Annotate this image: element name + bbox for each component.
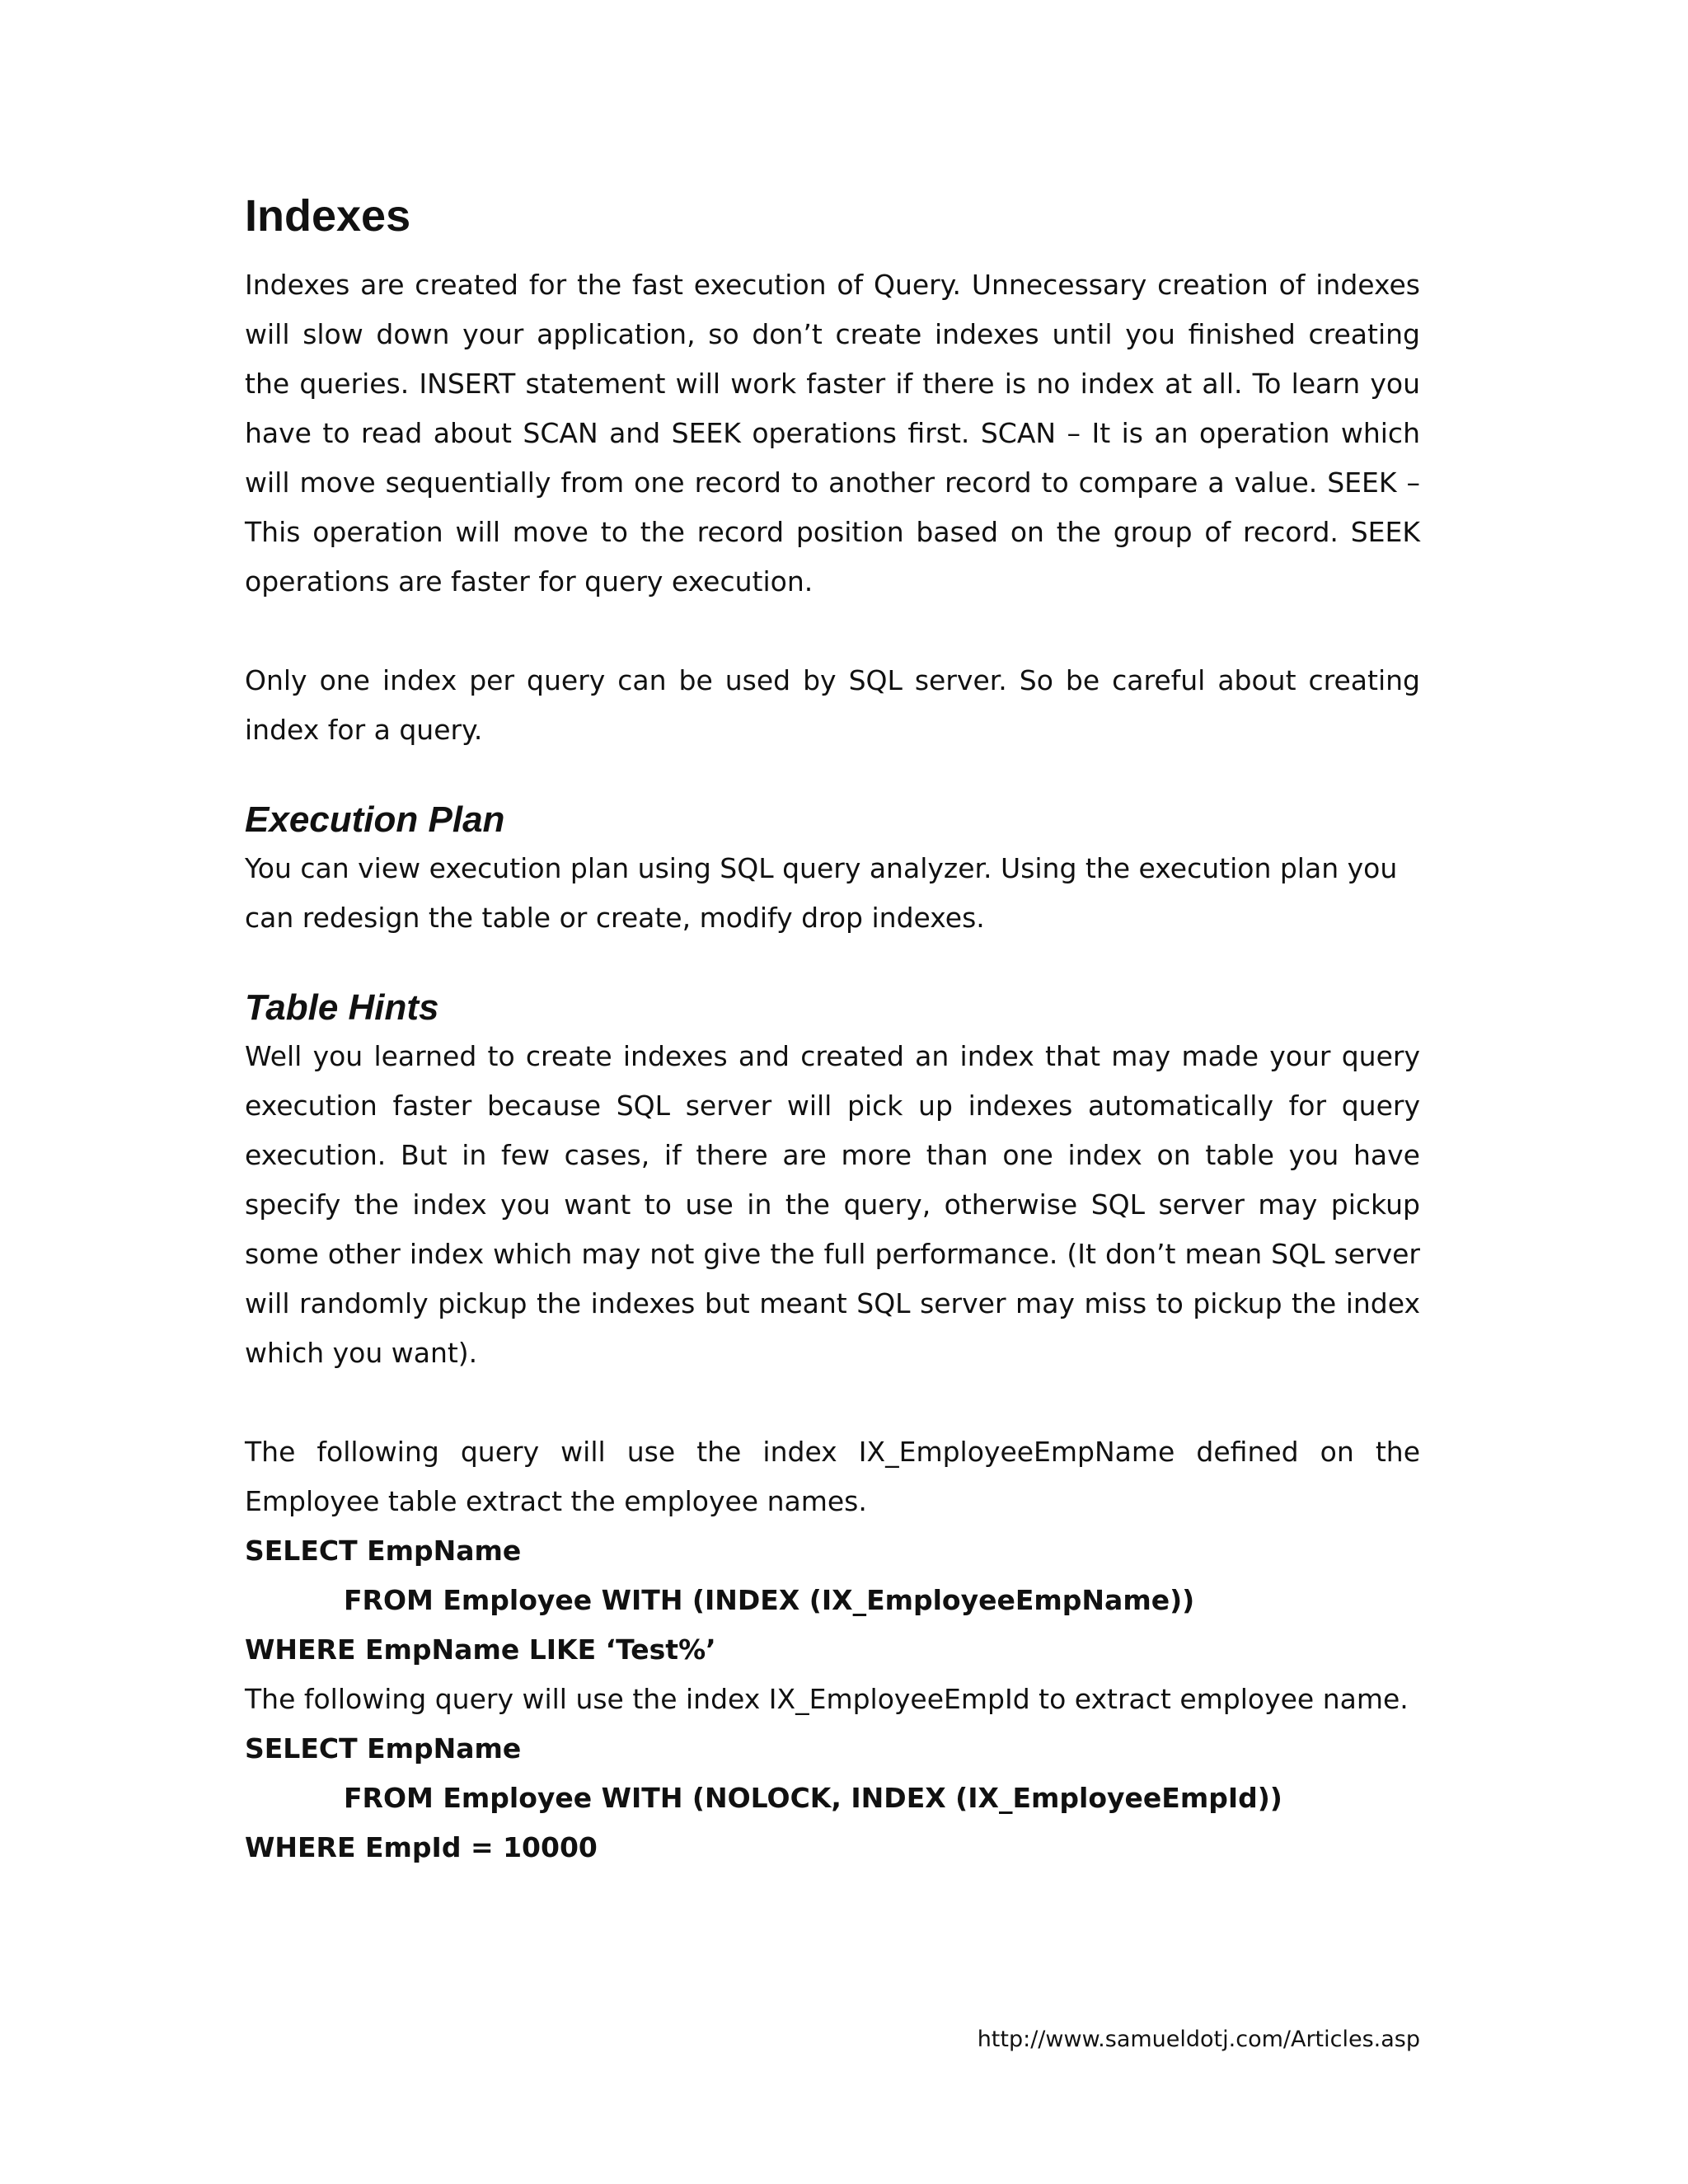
query2-where-line: WHERE EmpId = 10000 [245, 1831, 598, 1863]
query1-where-line: WHERE EmpName LIKE ‘Test%’ [245, 1633, 716, 1666]
execution-plan-heading: Execution Plan [245, 799, 505, 840]
execution-plan-paragraph: You can view execution plan using SQL query analyzer. Using the execution plan you can redesign the table or create, modify drop indexes. [245, 852, 1398, 934]
query2-from-line: FROM Employee WITH (NOLOCK, INDEX (IX_EmployeeEmpId)) [344, 1782, 1282, 1814]
table-hints-paragraph-2: The following query will use the index IX_EmployeeEmpName defined on the Employee table extract the employee names. [245, 1436, 1420, 1517]
query1-select-line: SELECT EmpName [245, 1535, 522, 1567]
table-hints-heading: Table Hints [245, 987, 439, 1028]
paragraph-spacer [245, 1378, 1420, 1427]
query2-select-line: SELECT EmpName [245, 1732, 522, 1765]
table-hints-paragraph-1: Well you learned to create indexes and created an index that may made your query execution faster because SQL server will pick up indexes automatically for query execution. But in few cases, if there are more than one index on table you have specify the index you want to use in the query, otherwise SQL server may pickup some other index which may not give the full performance. (It don’t mean SQL server will randomly pickup the indexes but meant SQL server may miss to pickup the index which you want). [245, 1040, 1420, 1369]
query1-from-line: FROM Employee WITH (INDEX (IX_EmployeeEmpName)) [344, 1584, 1195, 1616]
indexes-heading: Indexes [245, 191, 411, 241]
footer-url: http://www.samueldotj.com/Articles.asp [977, 2027, 1420, 2052]
table-hints-paragraph-3: The following query will use the index IX_EmployeeEmpId to extract employee name. [245, 1683, 1409, 1715]
section-spacer [245, 755, 1420, 798]
indexes-paragraph-1: Indexes are created for the fast execution of Query. Unnecessary creation of indexes will slow down your application, so don’t create indexes until you finished creating the queries. INSERT statement will work faster if there is no index at all. To learn you have to read about SCAN and SEEK operations first. SCAN – It is an operation which will move sequentially from one record to another record to compare a value. SEEK – This operation will move to the record position based on the group of record. SEEK operations are faster for query execution. [245, 269, 1420, 598]
document-page [245, 190, 1420, 1872]
paragraph-spacer [245, 607, 1420, 656]
indexes-paragraph-2: Only one index per query can be used by SQL server. So be careful about creating index for a query. [245, 664, 1420, 746]
section-spacer [245, 943, 1420, 986]
